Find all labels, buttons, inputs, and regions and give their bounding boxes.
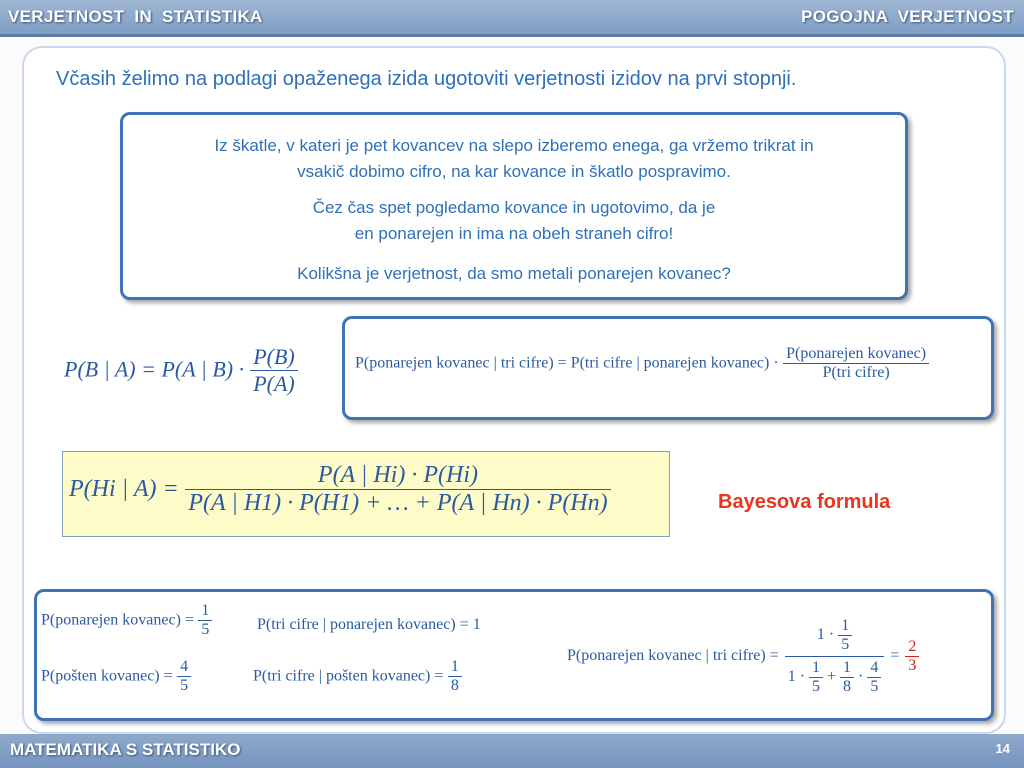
calc-big-den-f1n: 1	[809, 659, 823, 678]
calc-big-den-f1d: 5	[812, 677, 821, 695]
footer-bar	[0, 734, 1024, 768]
formula-words-den: P(tri cifre)	[822, 364, 890, 381]
bayes-num: P(A | Hi) · P(Hi)	[185, 462, 610, 490]
problem-line-1b: vsakič dobimo cifro, na kar kovance in škatlo pospravimo.	[297, 162, 731, 181]
calc-p-fake-num: 1	[198, 602, 212, 621]
formula-simple	[64, 344, 298, 397]
calc-big-den-coef: 1 ·	[787, 667, 806, 685]
calc-p-tri-real-fraction	[448, 658, 462, 695]
page-number: 14	[995, 741, 1010, 756]
header-bar	[0, 0, 1024, 37]
formula-words-fraction	[783, 345, 929, 382]
problem-line-1a: Iz škatle, v kateri je pet kovancev na slepo izberemo enega, ga vržemo trikrat in	[214, 136, 814, 155]
bayes-den: P(A | H1) · P(H1) + … + P(A | Hn) · P(Hn)	[188, 490, 608, 516]
calc-p-real-num: 4	[177, 658, 191, 677]
header-section: POGOJNA VERJETNOST	[801, 7, 1014, 26]
calc-p-real-den: 5	[180, 677, 189, 694]
footer-label: MATEMATIKA S STATISTIKO	[10, 740, 241, 759]
calc-big-num-coef: 1 ·	[816, 625, 835, 643]
calc-big-num-fd: 5	[841, 635, 850, 653]
calc-result-num: 2	[905, 638, 919, 657]
calc-p-tri-real: P(tri cifre | pošten kovanec) =	[253, 667, 444, 685]
calc-p-real: P(pošten kovanec) =	[41, 667, 173, 685]
bayes-formula-box	[62, 451, 670, 537]
calc-big-num	[785, 617, 885, 657]
calc-result-lhs: P(ponarejen kovanec | tri cifre) =	[567, 647, 779, 664]
formula-simple-fraction	[250, 344, 298, 397]
calc-big-fraction	[785, 617, 885, 696]
bayes-lhs: P(Hi | A) =	[69, 475, 179, 502]
problem-line-2a: Čez čas spet pogledamo kovance in ugotovimo, da je	[312, 198, 716, 217]
calc-p-fake: P(ponarejen kovanec) =	[41, 611, 194, 629]
header-title: VERJETNOST IN STATISTIKA	[8, 7, 263, 26]
calc-p-tri-real-num: 1	[448, 658, 462, 677]
calc-p-tri-fake: P(tri cifre | ponarejen kovanec) = 1	[257, 616, 481, 633]
calculation-box	[34, 589, 994, 721]
calc-big-den	[785, 657, 885, 696]
calc-big-den-f3n: 4	[867, 659, 881, 678]
problem-line-2b: en ponarejen in ima na obeh straneh cifro!	[354, 224, 674, 243]
intro-text: Včasih želimo na podlagi opaženega izida ugotoviti verjetnosti izidov na prvi stopnji.	[56, 68, 797, 90]
problem-box	[120, 112, 908, 300]
calc-p-tri-real-den: 8	[450, 677, 459, 694]
calc-equals: =	[890, 647, 900, 664]
formula-words-num: P(ponarejen kovanec)	[783, 345, 929, 364]
calc-big-num-fn: 1	[838, 617, 852, 636]
calc-p-real-fraction	[177, 658, 191, 695]
calc-big-den-f2n: 1	[840, 659, 854, 678]
formula-simple-num: P(B)	[250, 344, 298, 371]
formula-words-lhs: P(ponarejen kovanec | tri cifre) = P(tri cifre | ponarejen kovanec) ·	[355, 354, 779, 372]
formula-simple-lhs: P(B | A) = P(A | B) ·	[64, 356, 245, 382]
calc-big-den-dot: ·	[858, 667, 864, 685]
bayes-fraction	[185, 462, 610, 517]
calc-result-den: 3	[908, 656, 917, 674]
calc-p-fake-fraction	[198, 602, 212, 639]
bayes-label: Bayesova formula	[718, 491, 891, 513]
calc-big-den-plus: +	[827, 667, 837, 685]
calc-p-fake-den: 5	[201, 621, 210, 638]
problem-question: Kolikšna je verjetnost, da smo metali ponarejen kovanec?	[297, 264, 731, 283]
calc-big-den-f3d: 5	[870, 677, 879, 695]
formula-words-box	[342, 316, 994, 420]
calc-big-den-f2d: 8	[843, 677, 852, 695]
formula-simple-den: P(A)	[253, 371, 295, 396]
calc-result-fraction	[905, 638, 919, 675]
